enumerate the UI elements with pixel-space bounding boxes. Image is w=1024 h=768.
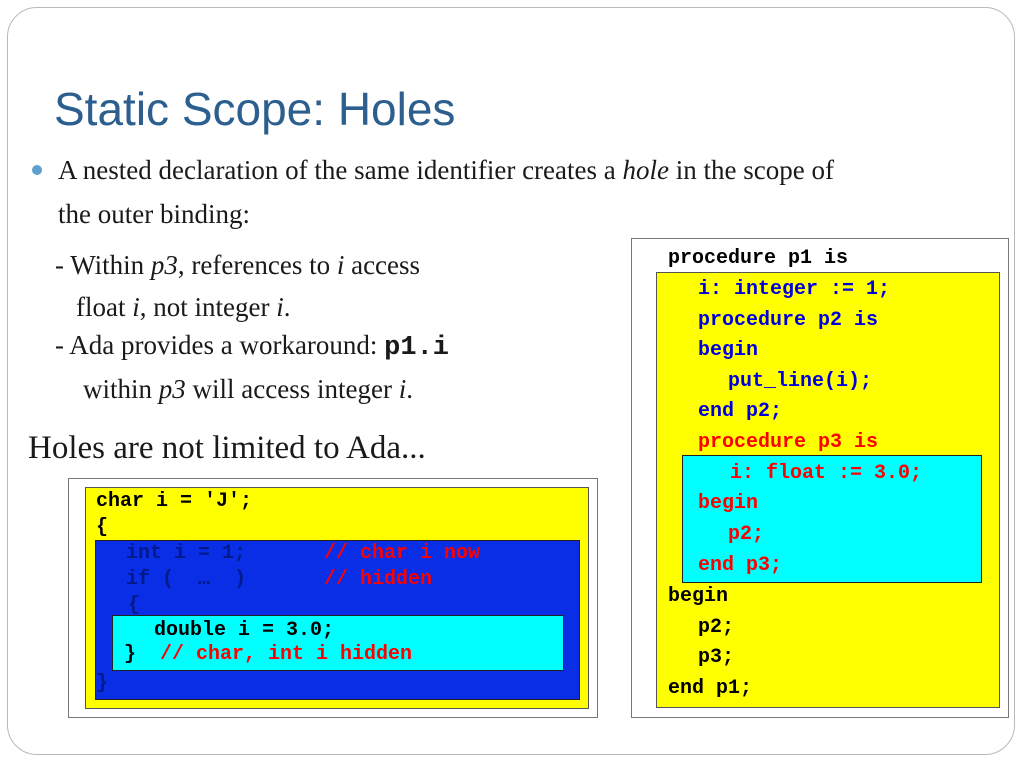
note3-code: p1.i bbox=[384, 333, 449, 363]
note1-a: - Within bbox=[55, 250, 151, 280]
ada-line-4: begin bbox=[698, 339, 759, 362]
bullet-text-line1 bbox=[58, 155, 834, 186]
bullet-text-part1: A nested declaration of the same identifier creates a bbox=[58, 155, 623, 185]
ada-line-9: begin bbox=[698, 492, 759, 515]
c-line-3-code: int i = 1; bbox=[126, 542, 247, 565]
c-line-7-comment: // char, int i hidden bbox=[160, 643, 413, 666]
c-line-3-comment: // char i now bbox=[324, 542, 481, 565]
note4-c: . bbox=[406, 374, 413, 404]
note2-c: . bbox=[283, 292, 291, 322]
ada-line-12: begin bbox=[668, 585, 729, 608]
bullet-text-part2: in the scope of bbox=[669, 155, 834, 185]
c-line-8: } bbox=[96, 672, 109, 695]
note2-b: , not integer bbox=[139, 292, 277, 322]
note4-b: will access integer bbox=[185, 374, 399, 404]
ada-line-2: i: integer := 1; bbox=[698, 278, 891, 301]
ada-line-5: put_line(i); bbox=[728, 370, 873, 393]
note-line-2 bbox=[76, 292, 290, 323]
ada-line-15: end p1; bbox=[668, 677, 753, 700]
note1-b: , references to bbox=[177, 250, 337, 280]
note-line-4 bbox=[83, 374, 413, 405]
c-line-4-comment: // hidden bbox=[324, 568, 433, 591]
ada-line-6: end p2; bbox=[698, 400, 783, 423]
slide-title: Static Scope: Holes bbox=[54, 83, 456, 135]
note2-i: i bbox=[132, 292, 140, 322]
note4-p3: p3 bbox=[158, 374, 186, 404]
ada-line-11: end p3; bbox=[698, 554, 783, 577]
ada-line-1: procedure p1 is bbox=[668, 247, 849, 270]
note-line-1 bbox=[55, 250, 420, 281]
note-line-3 bbox=[55, 330, 449, 363]
bullet-emphasis-hole: hole bbox=[622, 155, 669, 185]
note1-p3: p3 bbox=[150, 250, 178, 280]
ada-line-8: i: float := 3.0; bbox=[730, 462, 923, 485]
c-line-5: { bbox=[128, 594, 141, 617]
bullet-dot bbox=[32, 165, 42, 175]
bullet-text-line2: the outer binding: bbox=[58, 199, 250, 229]
note1-c: access bbox=[344, 250, 421, 280]
ada-line-14: p3; bbox=[698, 646, 735, 669]
c-line-2: { bbox=[96, 516, 109, 539]
ada-line-13: p2; bbox=[698, 616, 735, 639]
ada-line-10: p2; bbox=[728, 523, 765, 546]
note2-i2: i bbox=[276, 292, 284, 322]
c-line-1: char i = 'J'; bbox=[96, 490, 253, 513]
c-line-6: double i = 3.0; bbox=[154, 619, 335, 642]
note3-a: - Ada provides a workaround: bbox=[55, 330, 385, 360]
c-line-4-code: if ( … ) bbox=[126, 568, 247, 591]
ada-line-7: procedure p3 is bbox=[698, 431, 879, 454]
note4-a: within bbox=[83, 374, 159, 404]
holes-heading: Holes are not limited to Ada... bbox=[28, 430, 426, 466]
note1-i: i bbox=[336, 250, 345, 280]
note2-a: float bbox=[76, 292, 133, 322]
note4-i: i bbox=[398, 374, 407, 404]
c-line-7-code: } bbox=[124, 643, 137, 666]
ada-line-3: procedure p2 is bbox=[698, 309, 879, 332]
